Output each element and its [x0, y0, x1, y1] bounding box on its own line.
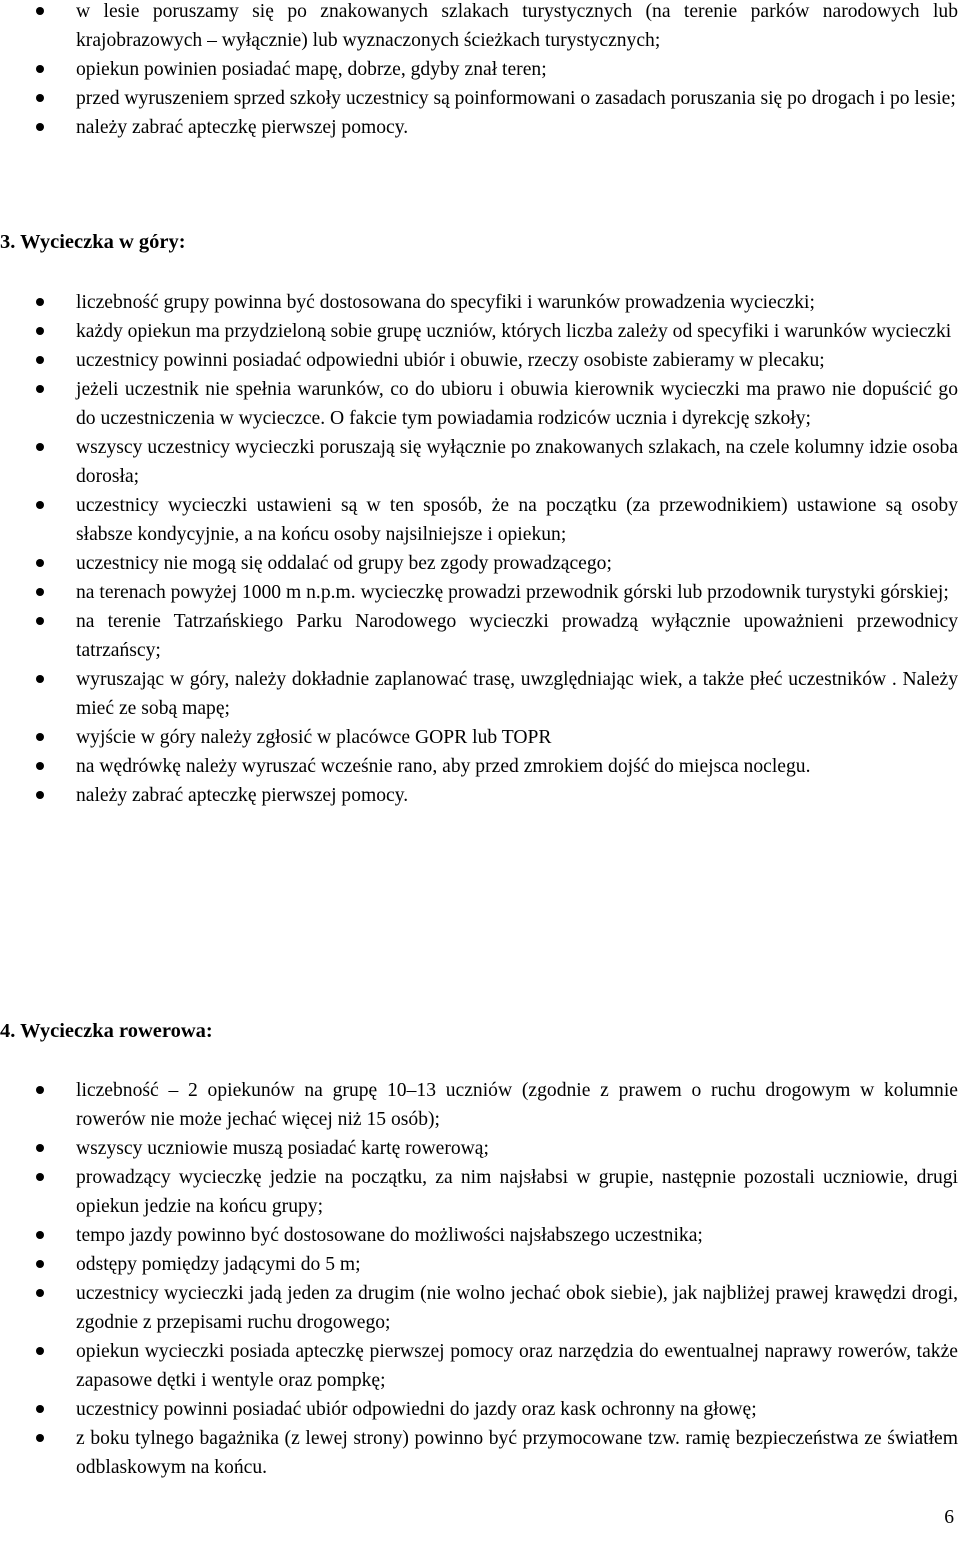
bullet-dot-icon [36, 1289, 44, 1297]
list-item-text: wyruszając w góry, należy dokładnie zaplanować trasę, uwzględniając wiek, a także płeć uczestników . Należy mieć ze sobą mapę; [76, 669, 958, 719]
list-item [0, 1076, 958, 1134]
bullet-dot-icon [36, 1173, 44, 1181]
list-item [0, 0, 958, 55]
bullet-dot-icon [36, 1405, 44, 1413]
bullet-dot-icon [36, 65, 44, 73]
list-item [0, 1337, 958, 1395]
bullet-dot-icon [36, 1086, 44, 1094]
section-3-bullet-list [0, 288, 958, 810]
bullet-dot-icon [36, 675, 44, 683]
list-item [0, 317, 958, 346]
list-item [0, 491, 958, 549]
list-item-text: liczebność – 2 opiekunów na grupę 10–13 uczniów (zgodnie z prawem o ruchu drogowym w kolumnie rowerów nie może jechać więcej niż 15 osób); [76, 1080, 958, 1130]
intro-bullet-list [0, 0, 958, 142]
list-item-text: wszyscy uczestnicy wycieczki poruszają się wyłącznie po znakowanych szlakach, na czele kolumny idzie osoba dorosła; [76, 437, 958, 487]
list-item [0, 1221, 958, 1250]
list-item [0, 346, 958, 375]
list-item-text: uczestnicy wycieczki jadą jeden za drugim (nie wolno jechać obok siebie), jak najbliżej prawej krawędzi drogi, zgodnie z przepisami ruchu drogowego; [76, 1283, 958, 1333]
bullet-dot-icon [36, 327, 44, 335]
bullet-dot-icon [36, 443, 44, 451]
list-item [0, 433, 958, 491]
bullet-dot-icon [36, 1231, 44, 1239]
bullet-dot-icon [36, 385, 44, 393]
list-item-text: wyjście w góry należy zgłosić w placówce GOPR lub TOPR [76, 727, 552, 748]
list-item-text: z boku tylnego bagażnika (z lewej strony) powinno być przymocowane tzw. ramię bezpieczeństwa ze światłem odblaskowym na końcu. [76, 1428, 958, 1478]
list-item [0, 1395, 958, 1424]
list-item-text: uczestnicy powinni posiadać ubiór odpowiedni do jazdy oraz kask ochronny na głowę; [76, 1399, 757, 1420]
list-item-text: opiekun wycieczki posiada apteczkę pierwszej pomocy oraz narzędzia do ewentualnej naprawy rowerów, także zapasowe dętki i wentyle oraz pompkę; [76, 1341, 958, 1391]
list-item [0, 1279, 958, 1337]
list-item-text: opiekun powinien posiadać mapę, dobrze, gdyby znał teren; [76, 59, 547, 80]
bullet-dot-icon [36, 588, 44, 596]
list-item-text: należy zabrać apteczkę pierwszej pomocy. [76, 117, 409, 138]
list-item [0, 55, 958, 84]
bullet-dot-icon [36, 94, 44, 102]
list-item-text: uczestnicy nie mogą się oddalać od grupy bez zgody prowadzącego; [76, 553, 612, 574]
list-item [0, 752, 958, 781]
bullet-dot-icon [36, 733, 44, 741]
list-item-text: na terenach powyżej 1000 m n.p.m. wycieczkę prowadzi przewodnik górski lub przodownik turystyki górskiej; [76, 582, 949, 603]
list-item-text: na wędrówkę należy wyruszać wcześnie rano, aby przed zmrokiem dojść do miejsca noclegu. [76, 756, 811, 777]
list-item-text: jeżeli uczestnik nie spełnia warunków, co do ubioru i obuwia kierownik wycieczki ma prawo nie dopuścić go do uczestniczenia w wycieczce. O fakcie tym powiadamia rodziców ucznia i dyrekcję szkoły; [76, 379, 958, 429]
list-item-text: przed wyruszeniem sprzed szkoły uczestnicy są poinformowani o zasadach poruszania się po drogach i po lesie; [76, 88, 956, 109]
bullet-dot-icon [36, 1347, 44, 1355]
list-item-text: wszyscy uczniowie muszą posiadać kartę rowerową; [76, 1138, 489, 1159]
bullet-dot-icon [36, 501, 44, 509]
list-item [0, 549, 958, 578]
bullet-dot-icon [36, 617, 44, 625]
bullet-dot-icon [36, 791, 44, 799]
bullet-dot-icon [36, 298, 44, 306]
list-item [0, 1163, 958, 1221]
bullet-dot-icon [36, 762, 44, 770]
section-3-heading: 3. Wycieczka w góry: [0, 231, 186, 253]
list-item-text: odstępy pomiędzy jadącymi do 5 m; [76, 1254, 361, 1275]
bullet-dot-icon [36, 123, 44, 131]
list-item-text: tempo jazdy powinno być dostosowane do możliwości najsłabszego uczestnika; [76, 1225, 703, 1246]
bullet-dot-icon [36, 559, 44, 567]
list-item-text: każdy opiekun ma przydzieloną sobie grupę uczniów, których liczba zależy od specyfiki i warunków wycieczki [76, 321, 952, 342]
bullet-dot-icon [36, 356, 44, 364]
list-item [0, 1424, 958, 1482]
bullet-dot-icon [36, 7, 44, 15]
list-item-text: liczebność grupy powinna być dostosowana do specyfiki i warunków prowadzenia wycieczki; [76, 292, 815, 313]
list-item [0, 1134, 958, 1163]
list-item [0, 1250, 958, 1279]
bullet-dot-icon [36, 1260, 44, 1268]
list-item [0, 781, 958, 810]
list-item [0, 578, 958, 607]
list-item [0, 665, 958, 723]
page-number: 6 [944, 1507, 954, 1528]
bullet-dot-icon [36, 1144, 44, 1152]
list-item-text: uczestnicy powinni posiadać odpowiedni ubiór i obuwie, rzeczy osobiste zabieramy w plecaku; [76, 350, 825, 371]
list-item [0, 607, 958, 665]
list-item-text: prowadzący wycieczkę jedzie na początku, za nim najsłabsi w grupie, następnie pozostali uczniowie, drugi opiekun jedzie na końcu grupy; [76, 1167, 958, 1217]
list-item [0, 288, 958, 317]
list-item [0, 375, 958, 433]
list-item-text: na terenie Tatrzańskiego Parku Narodowego wycieczki prowadzą wyłącznie upoważnieni przewodnicy tatrzańscy; [76, 611, 958, 661]
section-4-heading: 4. Wycieczka rowerowa: [0, 1020, 213, 1042]
list-item-text: w lesie poruszamy się po znakowanych szlakach turystycznych (na terenie parków narodowych lub krajobrazowych – wyłącznie) lub wyznaczonych ścieżkach turystycznych; [76, 1, 958, 51]
list-item [0, 113, 958, 142]
list-item [0, 84, 958, 113]
bullet-dot-icon [36, 1434, 44, 1442]
section-4-bullet-list [0, 1076, 958, 1482]
list-item [0, 723, 958, 752]
list-item-text: należy zabrać apteczkę pierwszej pomocy. [76, 785, 409, 806]
list-item-text: uczestnicy wycieczki ustawieni są w ten sposób, że na początku (za przewodnikiem) ustawione są osoby słabsze kondycyjnie, a na końcu osoby najsilniejsze i opiekun; [76, 495, 958, 545]
